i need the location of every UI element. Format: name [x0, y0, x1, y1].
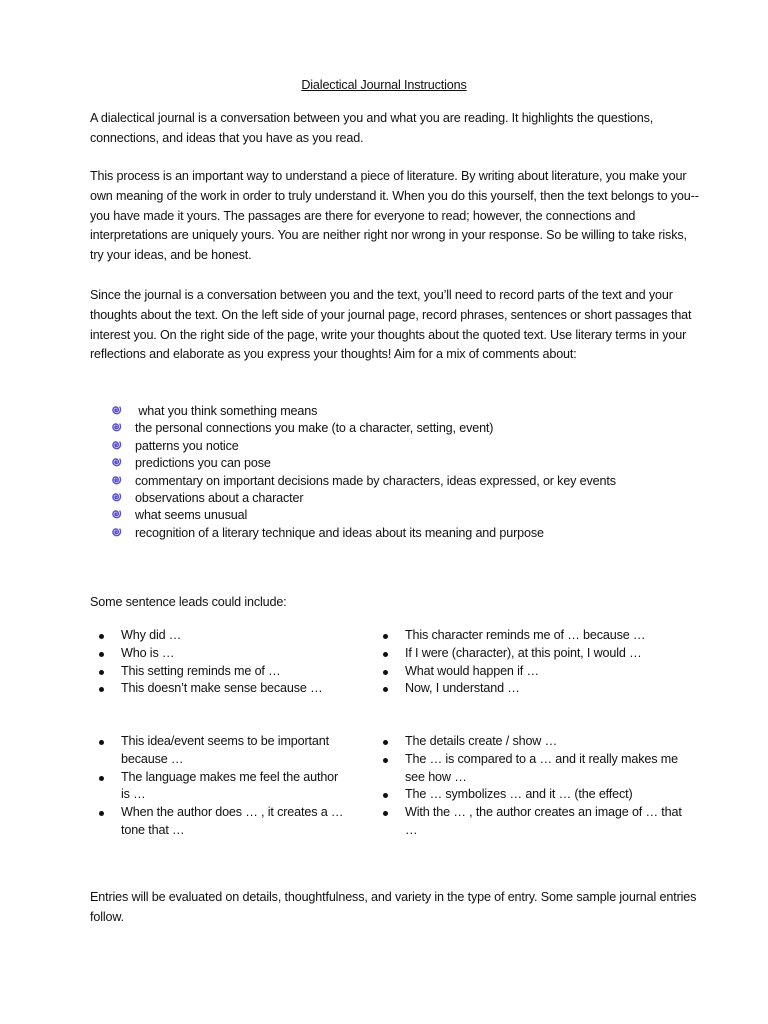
bullet-dot-icon — [99, 740, 104, 745]
comment-type-label: predictions you can pose — [135, 456, 271, 471]
sentence-lead-text: Now, I understand … — [405, 681, 520, 696]
sentence-lead-item — [383, 786, 683, 804]
spiral-icon — [110, 456, 122, 468]
comment-type-item — [110, 473, 730, 490]
bullet-dot-icon — [383, 811, 388, 816]
spiral-icon — [110, 526, 122, 538]
sentence-lead-item — [99, 627, 349, 645]
spiral-icon — [110, 421, 122, 433]
sentence-lead-text: Who is … — [121, 645, 175, 660]
bullet-dot-icon — [383, 687, 388, 692]
sentence-lead-text: This character reminds me of … because … — [405, 628, 646, 642]
spiral-icon — [110, 439, 122, 451]
sentence-lead-item — [383, 680, 673, 698]
intro-paragraph: A dialectical journal is a conversation between you and what you are reading. It highlights the questions, connections, and ideas that you have as you read. — [90, 111, 654, 145]
bullet-dot-icon — [383, 758, 388, 763]
sentence-lead-text: This doesn’t make sense because … — [121, 681, 323, 696]
comment-type-item — [110, 403, 730, 420]
sentence-lead-item — [99, 645, 349, 663]
bullet-dot-icon — [99, 670, 104, 675]
process-paragraph: This process is an important way to understand a piece of literature. By writing about literature, you make your own meaning of the work in order to truly understand it. When you do this yourself, then the text belongs to you--you have made it yours. The passages are there for everyone to read; however, the connections and interpretations are uniquely yours. You are neither right nor wrong in your response. So be willing to take risks, try your ideas, and be honest. — [90, 169, 699, 263]
bullet-dot-icon — [99, 776, 104, 781]
sentence-lead-item — [383, 645, 673, 663]
comment-type-item — [110, 507, 730, 524]
sentence-lead-text: When the author does … , it creates a … tone that … — [121, 805, 344, 837]
comment-type-label: patterns you notice — [135, 438, 239, 453]
bullet-dot-icon — [99, 652, 104, 657]
comment-type-label: observations about a character — [135, 490, 304, 505]
sentence-lead-text: This idea/event seems to be important because … — [121, 734, 329, 766]
sentence-lead-text: This setting reminds me of … — [121, 663, 281, 678]
sentence-lead-item — [99, 804, 349, 840]
comment-type-label: what seems unusual — [135, 508, 248, 523]
sentence-lead-item — [99, 663, 349, 681]
comment-type-item — [110, 420, 730, 437]
sentence-leads-group1-left — [99, 627, 349, 698]
comment-types-list — [110, 403, 730, 542]
comment-type-item — [110, 455, 730, 472]
sentence-lead-text: The … is compared to a … and it really makes me see how … — [405, 751, 678, 784]
instructions-paragraph: Since the journal is a conversation between you and the text, you’ll need to record parts of the text and your thoughts about the text. On the left side of your journal page, record phrases, sentences or short passages that interest you. On the right side of the page, write your thoughts about the quoted text. Use literary terms in your reflections and elaborate as you express your thoughts! Aim for a mix of comments about: — [90, 288, 692, 362]
spiral-icon — [110, 474, 122, 486]
bullet-dot-icon — [99, 634, 104, 639]
comment-type-label: what you think something means — [135, 404, 318, 418]
spiral-icon — [110, 491, 122, 503]
sentence-lead-text: The … symbolizes … and it … (the effect) — [405, 787, 633, 802]
comment-type-label: recognition of a literary technique and ideas about its meaning and purpose — [135, 525, 544, 540]
sentence-lead-text: With the … , the author creates an image of … that … — [405, 805, 682, 837]
comment-type-item — [110, 525, 730, 542]
page-title: Dialectical Journal Instructions — [301, 78, 467, 92]
bullet-dot-icon — [383, 670, 388, 675]
bullet-dot-icon — [99, 811, 104, 816]
sentence-lead-item — [383, 627, 673, 645]
comment-type-item — [110, 490, 730, 507]
sentence-leads-group2-left — [99, 733, 349, 840]
bullet-dot-icon — [383, 652, 388, 657]
sentence-lead-text: Why did … — [121, 628, 182, 642]
bullet-dot-icon — [383, 634, 388, 639]
bullet-dot-icon — [99, 687, 104, 692]
bullet-dot-icon — [383, 740, 388, 745]
evaluation-paragraph: Entries will be evaluated on details, thoughtfulness, and variety in the type of entry. Some sample journal entries follow. — [90, 890, 697, 924]
sentence-lead-item — [383, 804, 683, 840]
bullet-dot-icon — [383, 793, 388, 798]
sentence-lead-item — [383, 751, 683, 787]
spiral-icon — [110, 508, 122, 520]
spiral-icon — [110, 404, 122, 416]
comment-type-item — [110, 438, 730, 455]
sentence-lead-item — [383, 733, 683, 751]
sentence-lead-item — [99, 769, 349, 805]
sentence-lead-text: The language makes me feel the author is … — [121, 769, 339, 802]
sentence-leads-heading: Some sentence leads could include: — [90, 595, 287, 609]
sentence-lead-text: The details create / show … — [405, 734, 558, 748]
comment-type-label: the personal connections you make (to a character, setting, event) — [135, 421, 494, 436]
sentence-lead-item — [383, 663, 673, 681]
sentence-lead-text: If I were (character), at this point, I would … — [405, 645, 642, 660]
sentence-leads-group2-right — [383, 733, 683, 840]
sentence-lead-text: What would happen if … — [405, 663, 539, 678]
sentence-leads-group1-right — [383, 627, 673, 698]
sentence-lead-item — [99, 680, 349, 698]
sentence-lead-item — [99, 733, 349, 769]
comment-type-label: commentary on important decisions made by characters, ideas expressed, or key events — [135, 473, 616, 488]
